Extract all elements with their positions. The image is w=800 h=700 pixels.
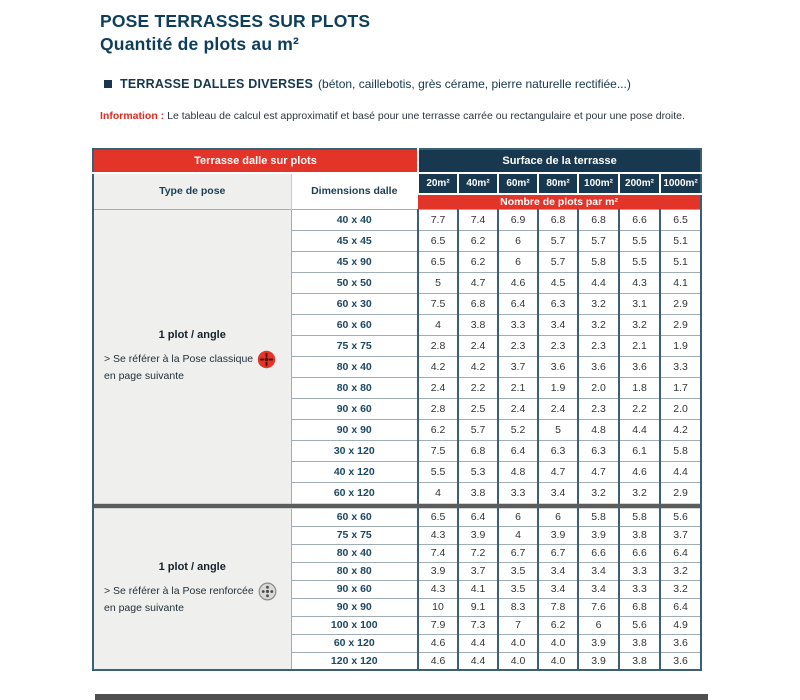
plots-value-cell: 4.0 bbox=[498, 652, 538, 670]
plots-value-cell: 6.3 bbox=[578, 440, 619, 461]
plots-value-cell: 4.3 bbox=[418, 526, 458, 544]
plots-value-cell: 8.3 bbox=[498, 598, 538, 616]
plots-value-cell: 5.7 bbox=[578, 230, 619, 251]
plots-value-cell: 3.8 bbox=[458, 482, 498, 503]
sub-band-nombre-plots: Nombre de plots par m² bbox=[418, 194, 701, 209]
plots-value-cell: 9.1 bbox=[458, 598, 498, 616]
dimension-cell: 60 x 30 bbox=[291, 293, 418, 314]
pose-classique-icon bbox=[257, 350, 276, 369]
col-header-type-de-pose: Type de pose bbox=[93, 173, 291, 209]
plots-value-cell: 6 bbox=[498, 508, 538, 526]
plots-value-cell: 3.9 bbox=[458, 526, 498, 544]
plots-value-cell: 2.3 bbox=[538, 335, 578, 356]
table-band-terrasse-dalle: Terrasse dalle sur plots bbox=[93, 149, 418, 173]
pose-note-line2: en page suivante bbox=[104, 369, 184, 382]
plots-value-cell: 3.8 bbox=[458, 314, 498, 335]
plots-value-cell: 4.0 bbox=[538, 652, 578, 670]
plots-value-cell: 6.8 bbox=[619, 598, 660, 616]
plots-value-cell: 4.2 bbox=[418, 356, 458, 377]
dimension-cell: 60 x 120 bbox=[291, 634, 418, 652]
plots-value-cell: 4.4 bbox=[458, 652, 498, 670]
plots-value-cell: 4.6 bbox=[418, 634, 458, 652]
plots-value-cell: 4.2 bbox=[458, 356, 498, 377]
plots-value-cell: 10 bbox=[418, 598, 458, 616]
plots-value-cell: 3.2 bbox=[619, 314, 660, 335]
table-band-surface-terrasse: Surface de la terrasse bbox=[418, 149, 701, 173]
dimension-cell: 75 x 75 bbox=[291, 526, 418, 544]
plots-value-cell: 6.1 bbox=[619, 440, 660, 461]
plots-value-cell: 1.9 bbox=[660, 335, 701, 356]
info-line bbox=[100, 110, 685, 122]
plots-value-cell: 3.4 bbox=[538, 562, 578, 580]
plots-value-cell: 6.2 bbox=[418, 419, 458, 440]
info-text: Le tableau de calcul est approximatif et basé pour une terrasse carrée ou rectangulaire et pour une pose droite. bbox=[167, 110, 685, 122]
section-heading-label: TERRASSE DALLES DIVERSES bbox=[120, 77, 314, 91]
plots-value-cell: 5.8 bbox=[578, 251, 619, 272]
plots-value-cell: 4.7 bbox=[578, 461, 619, 482]
plots-value-cell: 7.6 bbox=[578, 598, 619, 616]
plots-value-cell: 1.8 bbox=[619, 377, 660, 398]
dimension-cell: 90 x 60 bbox=[291, 580, 418, 598]
plots-value-cell: 5.3 bbox=[458, 461, 498, 482]
plots-value-cell: 5.8 bbox=[619, 508, 660, 526]
plots-value-cell: 2.5 bbox=[458, 398, 498, 419]
plots-value-cell: 7.7 bbox=[418, 209, 458, 230]
dimension-cell: 90 x 90 bbox=[291, 419, 418, 440]
plots-value-cell: 4 bbox=[418, 482, 458, 503]
plots-value-cell: 6.3 bbox=[538, 293, 578, 314]
plots-value-cell: 3.4 bbox=[578, 580, 619, 598]
surface-col-header: 100m² bbox=[578, 173, 619, 194]
plots-value-cell: 3.5 bbox=[498, 562, 538, 580]
table-row bbox=[93, 508, 701, 526]
plots-value-cell: 5.8 bbox=[660, 440, 701, 461]
plots-value-cell: 3.2 bbox=[660, 562, 701, 580]
plots-value-cell: 3.3 bbox=[619, 580, 660, 598]
plots-value-cell: 4.0 bbox=[538, 634, 578, 652]
plots-value-cell: 4.3 bbox=[418, 580, 458, 598]
plots-value-cell: 7.3 bbox=[458, 616, 498, 634]
plots-value-cell: 4.7 bbox=[458, 272, 498, 293]
plots-value-cell: 4 bbox=[418, 314, 458, 335]
pose-title: 1 plot / angle bbox=[158, 561, 226, 574]
plots-value-cell: 6.7 bbox=[538, 544, 578, 562]
plots-value-cell: 2.4 bbox=[498, 398, 538, 419]
plots-value-cell: 3.7 bbox=[660, 526, 701, 544]
dimension-cell: 40 x 120 bbox=[291, 461, 418, 482]
plots-value-cell: 5.7 bbox=[538, 230, 578, 251]
plots-value-cell: 6 bbox=[498, 230, 538, 251]
plots-value-cell: 6.6 bbox=[619, 544, 660, 562]
plots-value-cell: 4.2 bbox=[660, 419, 701, 440]
pose-title: 1 plot / angle bbox=[158, 328, 226, 341]
plots-value-cell: 6.2 bbox=[458, 251, 498, 272]
pose-note-line2: en page suivante bbox=[104, 602, 184, 615]
dimension-cell: 90 x 60 bbox=[291, 398, 418, 419]
plots-value-cell: 5.7 bbox=[458, 419, 498, 440]
plots-value-cell: 4.6 bbox=[498, 272, 538, 293]
plots-value-cell: 3.8 bbox=[619, 634, 660, 652]
plots-value-cell: 3.4 bbox=[578, 562, 619, 580]
plots-value-cell: 4 bbox=[498, 526, 538, 544]
plots-value-cell: 6.8 bbox=[458, 440, 498, 461]
plots-value-cell: 2.1 bbox=[619, 335, 660, 356]
page-title bbox=[100, 10, 370, 56]
plots-value-cell: 3.1 bbox=[619, 293, 660, 314]
dimension-cell: 100 x 100 bbox=[291, 616, 418, 634]
plots-value-cell: 1.9 bbox=[538, 377, 578, 398]
plots-value-cell: 7 bbox=[498, 616, 538, 634]
plots-value-cell: 6 bbox=[498, 251, 538, 272]
type-de-pose-cell bbox=[93, 508, 291, 670]
dimension-cell: 80 x 40 bbox=[291, 544, 418, 562]
plots-value-cell: 2.9 bbox=[660, 293, 701, 314]
section-heading-suffix: (béton, caillebotis, grès cérame, pierre naturelle rectifiée...) bbox=[318, 77, 631, 91]
pose-note-line1: > Se référer à la Pose classique bbox=[104, 352, 254, 365]
col-header-dimensions-dalle: Dimensions dalle bbox=[291, 173, 418, 209]
dimension-cell: 120 x 120 bbox=[291, 652, 418, 670]
plots-value-cell: 6.4 bbox=[660, 598, 701, 616]
plots-value-cell: 3.6 bbox=[538, 356, 578, 377]
plots-value-cell: 6.8 bbox=[578, 209, 619, 230]
plots-value-cell: 6.4 bbox=[498, 293, 538, 314]
plots-value-cell: 5.7 bbox=[538, 251, 578, 272]
plots-value-cell: 5.2 bbox=[498, 419, 538, 440]
dimension-cell: 80 x 80 bbox=[291, 562, 418, 580]
page-title-line1: POSE TERRASSES SUR PLOTS bbox=[100, 11, 371, 31]
plots-value-cell: 5.5 bbox=[418, 461, 458, 482]
plots-value-cell: 4.4 bbox=[619, 419, 660, 440]
plots-value-cell: 7.5 bbox=[418, 293, 458, 314]
plots-table bbox=[92, 148, 702, 671]
plots-value-cell: 3.2 bbox=[619, 482, 660, 503]
surface-col-header: 200m² bbox=[619, 173, 660, 194]
plots-value-cell: 4.4 bbox=[458, 634, 498, 652]
plots-value-cell: 7.2 bbox=[458, 544, 498, 562]
plots-value-cell: 2.4 bbox=[458, 335, 498, 356]
plots-value-cell: 5.6 bbox=[660, 508, 701, 526]
plots-value-cell: 5.8 bbox=[578, 508, 619, 526]
plots-value-cell: 4.8 bbox=[578, 419, 619, 440]
plots-value-cell: 4.0 bbox=[498, 634, 538, 652]
surface-col-header: 20m² bbox=[418, 173, 458, 194]
plots-value-cell: 3.8 bbox=[619, 652, 660, 670]
plots-value-cell: 1.7 bbox=[660, 377, 701, 398]
plots-value-cell: 2.4 bbox=[418, 377, 458, 398]
plots-value-cell: 5.5 bbox=[619, 230, 660, 251]
dimension-cell: 80 x 80 bbox=[291, 377, 418, 398]
dimension-cell: 40 x 40 bbox=[291, 209, 418, 230]
plots-value-cell: 3.9 bbox=[578, 526, 619, 544]
pose-note bbox=[94, 350, 291, 384]
plots-value-cell: 2.2 bbox=[619, 398, 660, 419]
plots-value-cell: 2.0 bbox=[578, 377, 619, 398]
surface-col-header: 60m² bbox=[498, 173, 538, 194]
plots-value-cell: 3.4 bbox=[538, 482, 578, 503]
dimension-cell: 30 x 120 bbox=[291, 440, 418, 461]
plots-value-cell: 6 bbox=[538, 508, 578, 526]
plots-value-cell: 4.3 bbox=[619, 272, 660, 293]
plots-value-cell: 3.9 bbox=[418, 562, 458, 580]
plots-value-cell: 6 bbox=[578, 616, 619, 634]
plots-value-cell: 2.4 bbox=[538, 398, 578, 419]
plots-value-cell: 2.1 bbox=[498, 377, 538, 398]
dimension-cell: 80 x 40 bbox=[291, 356, 418, 377]
surface-col-header: 40m² bbox=[458, 173, 498, 194]
page-title-line2: Quantité de plots au m² bbox=[100, 34, 300, 54]
plots-value-cell: 5.5 bbox=[619, 251, 660, 272]
pose-note bbox=[94, 582, 291, 616]
dimension-cell: 45 x 45 bbox=[291, 230, 418, 251]
plots-value-cell: 3.2 bbox=[578, 482, 619, 503]
plots-value-cell: 6.5 bbox=[660, 209, 701, 230]
plots-value-cell: 2.0 bbox=[660, 398, 701, 419]
table-row bbox=[93, 209, 701, 230]
plots-value-cell: 2.9 bbox=[660, 482, 701, 503]
plots-value-cell: 3.5 bbox=[498, 580, 538, 598]
plots-value-cell: 6.8 bbox=[458, 293, 498, 314]
plots-value-cell: 7.4 bbox=[458, 209, 498, 230]
plots-value-cell: 6.5 bbox=[418, 230, 458, 251]
info-label: Information : bbox=[100, 110, 165, 122]
plots-value-cell: 3.9 bbox=[538, 526, 578, 544]
plots-value-cell: 2.3 bbox=[578, 398, 619, 419]
plots-value-cell: 5.1 bbox=[660, 230, 701, 251]
pose-note-line1: > Se référer à la Pose renforcée bbox=[104, 585, 254, 598]
plots-value-cell: 3.3 bbox=[660, 356, 701, 377]
plots-value-cell: 3.3 bbox=[619, 562, 660, 580]
plots-value-cell: 6.5 bbox=[418, 251, 458, 272]
dimension-cell: 60 x 60 bbox=[291, 508, 418, 526]
plots-value-cell: 7.4 bbox=[418, 544, 458, 562]
plots-value-cell: 6.7 bbox=[498, 544, 538, 562]
plots-value-cell: 2.3 bbox=[498, 335, 538, 356]
dimension-cell: 75 x 75 bbox=[291, 335, 418, 356]
plots-value-cell: 3.4 bbox=[538, 580, 578, 598]
plots-value-cell: 3.2 bbox=[578, 314, 619, 335]
plots-value-cell: 3.2 bbox=[660, 580, 701, 598]
plots-value-cell: 3.2 bbox=[578, 293, 619, 314]
bullet-square-icon bbox=[104, 80, 112, 88]
plots-value-cell: 3.4 bbox=[538, 314, 578, 335]
plots-value-cell: 2.8 bbox=[418, 398, 458, 419]
plots-value-cell: 6.4 bbox=[458, 508, 498, 526]
plots-value-cell: 6.6 bbox=[578, 544, 619, 562]
footer-bar bbox=[95, 694, 708, 700]
surface-col-header: 80m² bbox=[538, 173, 578, 194]
plots-value-cell: 5 bbox=[418, 272, 458, 293]
plots-value-cell: 6.5 bbox=[418, 508, 458, 526]
type-de-pose-cell bbox=[93, 209, 291, 503]
plots-value-cell: 6.2 bbox=[538, 616, 578, 634]
dimension-cell: 60 x 60 bbox=[291, 314, 418, 335]
plots-value-cell: 6.9 bbox=[498, 209, 538, 230]
plots-value-cell: 6.8 bbox=[538, 209, 578, 230]
plots-value-cell: 3.6 bbox=[660, 634, 701, 652]
plots-value-cell: 6.4 bbox=[660, 544, 701, 562]
plots-value-cell: 3.9 bbox=[578, 652, 619, 670]
dimension-cell: 45 x 90 bbox=[291, 251, 418, 272]
plots-value-cell: 3.6 bbox=[578, 356, 619, 377]
plots-value-cell: 4.5 bbox=[538, 272, 578, 293]
plots-value-cell: 4.9 bbox=[660, 616, 701, 634]
plots-value-cell: 4.8 bbox=[498, 461, 538, 482]
plots-value-cell: 6.3 bbox=[538, 440, 578, 461]
dimension-cell: 90 x 90 bbox=[291, 598, 418, 616]
plots-value-cell: 3.7 bbox=[458, 562, 498, 580]
surface-col-header: 1000m² bbox=[660, 173, 701, 194]
plots-value-cell: 3.6 bbox=[660, 652, 701, 670]
plots-value-cell: 2.2 bbox=[458, 377, 498, 398]
plots-value-cell: 5 bbox=[538, 419, 578, 440]
plots-value-cell: 3.6 bbox=[619, 356, 660, 377]
plots-value-cell: 7.8 bbox=[538, 598, 578, 616]
plots-value-cell: 3.8 bbox=[619, 526, 660, 544]
plots-value-cell: 5.1 bbox=[660, 251, 701, 272]
plots-value-cell: 7.5 bbox=[418, 440, 458, 461]
plots-value-cell: 6.2 bbox=[458, 230, 498, 251]
plots-value-cell: 4.6 bbox=[418, 652, 458, 670]
pose-renforcee-icon bbox=[258, 582, 277, 601]
dimension-cell: 60 x 120 bbox=[291, 482, 418, 503]
plots-value-cell: 3.3 bbox=[498, 314, 538, 335]
plots-value-cell: 3.3 bbox=[498, 482, 538, 503]
plots-value-cell: 2.3 bbox=[578, 335, 619, 356]
plots-value-cell: 5.6 bbox=[619, 616, 660, 634]
plots-value-cell: 4.1 bbox=[660, 272, 701, 293]
plots-value-cell: 4.4 bbox=[660, 461, 701, 482]
plots-value-cell: 6.6 bbox=[619, 209, 660, 230]
plots-value-cell: 4.4 bbox=[578, 272, 619, 293]
dimension-cell: 50 x 50 bbox=[291, 272, 418, 293]
plots-value-cell: 4.7 bbox=[538, 461, 578, 482]
plots-value-cell: 7.9 bbox=[418, 616, 458, 634]
plots-value-cell: 2.8 bbox=[418, 335, 458, 356]
plots-value-cell: 2.9 bbox=[660, 314, 701, 335]
plots-value-cell: 4.6 bbox=[619, 461, 660, 482]
plots-value-cell: 4.1 bbox=[458, 580, 498, 598]
section-heading bbox=[104, 77, 631, 91]
plots-value-cell: 3.7 bbox=[498, 356, 538, 377]
plots-value-cell: 6.4 bbox=[498, 440, 538, 461]
plots-value-cell: 3.9 bbox=[578, 634, 619, 652]
